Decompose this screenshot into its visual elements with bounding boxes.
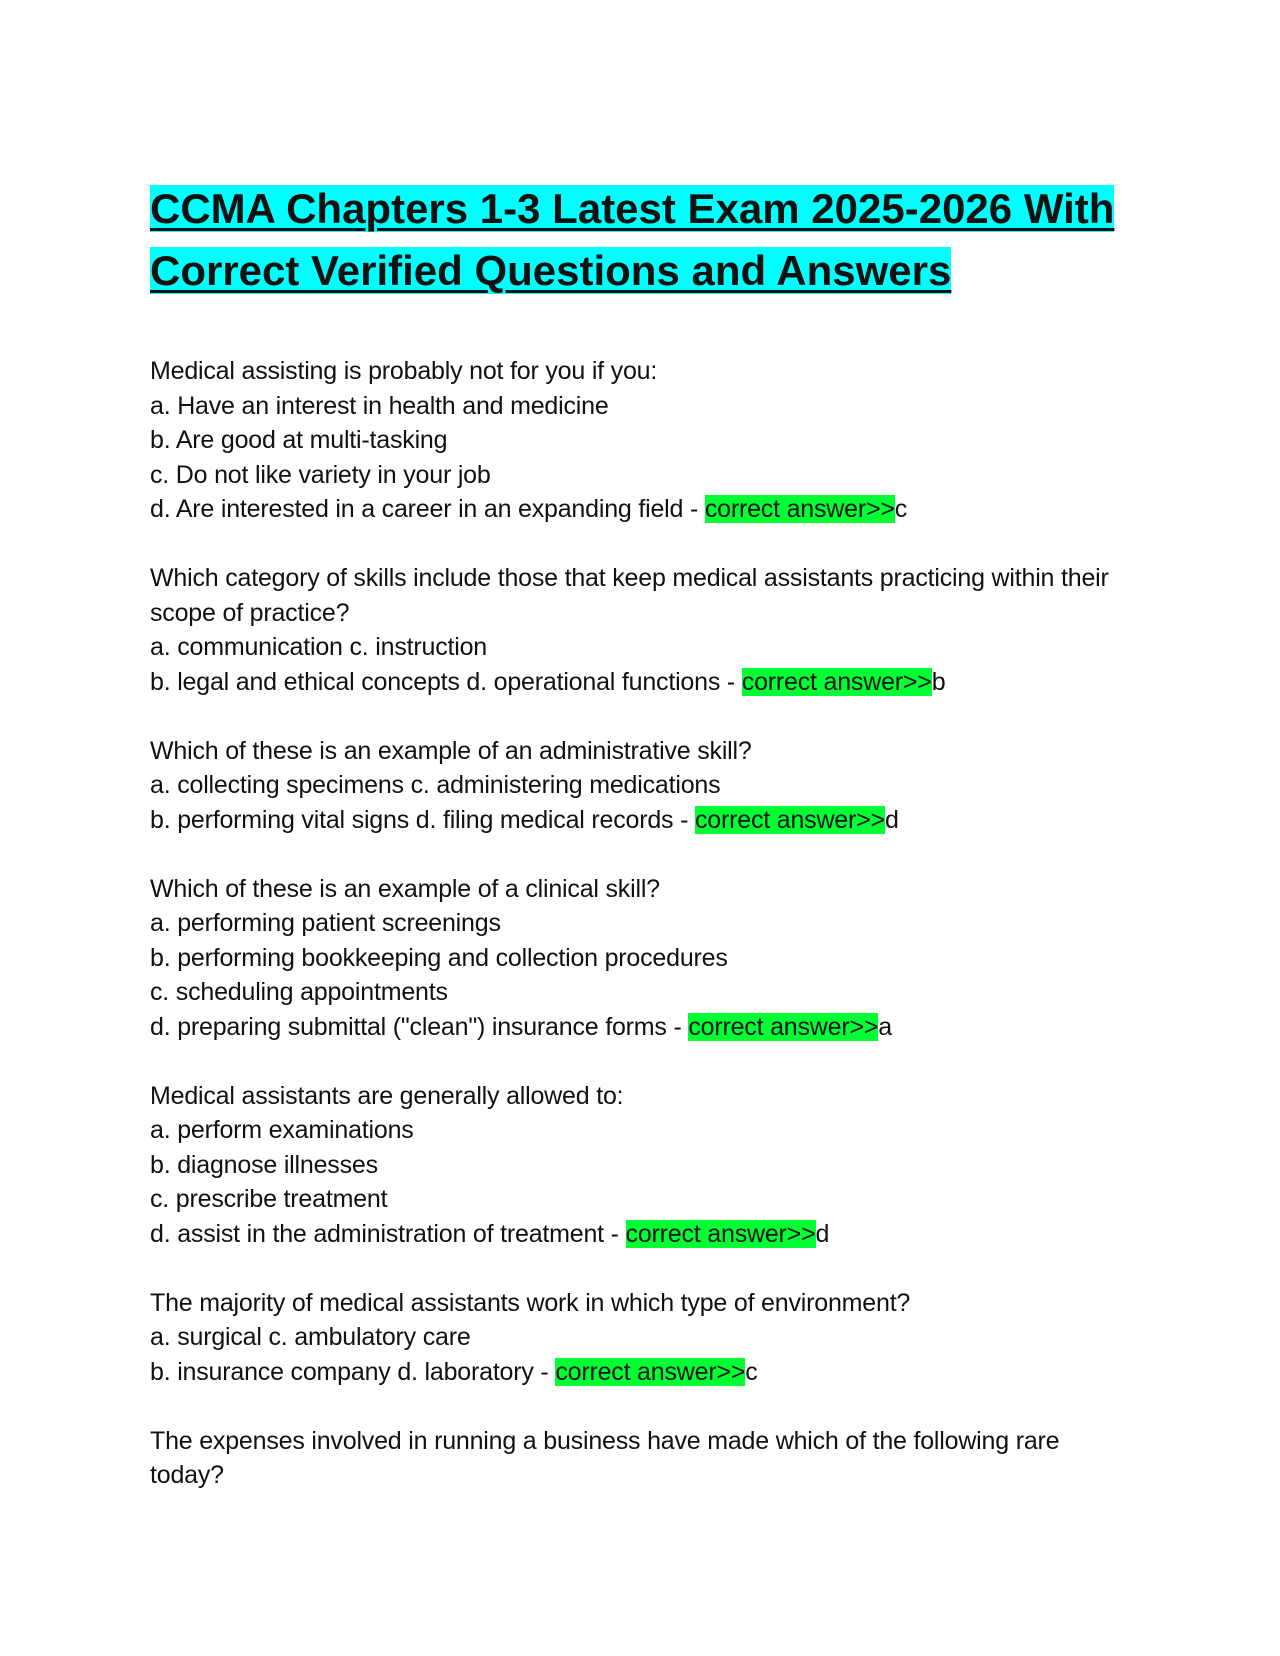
answer-option-text: d. preparing submittal ("clean") insurance forms - xyxy=(150,1012,689,1041)
answer-option-text: b. performing vital signs d. filing medical records - xyxy=(150,805,695,834)
answer-option: b. performing bookkeeping and collection procedures xyxy=(150,943,728,972)
answer-option: c. Do not like variety in your job xyxy=(150,460,491,489)
answer-option-text: b. insurance company d. laboratory - xyxy=(150,1357,556,1386)
correct-answer-letter: b xyxy=(931,667,946,696)
answer-option: b. diagnose illnesses xyxy=(150,1150,378,1179)
question-prompt: The majority of medical assistants work in which type of environment? xyxy=(150,1288,911,1317)
answer-option-with-key xyxy=(150,665,1130,700)
answer-option-with-key xyxy=(150,1010,1130,1045)
answer-option: b. Are good at multi-tasking xyxy=(150,426,448,454)
correct-answer-label: correct answer>> xyxy=(741,667,932,696)
answer-option: a. Have an interest in health and medicine xyxy=(150,391,609,420)
question-block xyxy=(150,872,1130,1045)
answer-option-with-key xyxy=(150,492,1130,527)
correct-answer-label: correct answer>> xyxy=(688,1012,879,1041)
question-prompt: Medical assisting is probably not for you if you: xyxy=(150,357,658,385)
correct-answer-letter: a xyxy=(878,1012,892,1041)
correct-answer-letter: c xyxy=(745,1357,758,1386)
correct-answer-letter: d xyxy=(884,805,899,834)
answer-option-text: d. assist in the administration of treatment - xyxy=(150,1219,626,1248)
question-prompt: Which of these is an example of a clinical skill? xyxy=(150,874,660,903)
document-title-text: CCMA Chapters 1-3 Latest Exam 2025-2026 With Correct Verified Questions and Answers xyxy=(150,185,1115,294)
answer-option: c. scheduling appointments xyxy=(150,978,448,1006)
answer-option-with-key xyxy=(150,803,1130,838)
answer-option-with-key xyxy=(150,1217,1130,1252)
answer-option-text: b. legal and ethical concepts d. operational functions - xyxy=(150,667,742,696)
correct-answer-label: correct answer>> xyxy=(625,1219,816,1248)
question-block xyxy=(150,734,1130,838)
answer-option-with-key xyxy=(150,1355,1130,1390)
answer-option-text: d. Are interested in a career in an expanding field - xyxy=(150,495,705,523)
question-block xyxy=(150,1424,1130,1493)
question-prompt: The expenses involved in running a business have made which of the following rare today? xyxy=(150,1426,1060,1489)
question-block xyxy=(150,1079,1130,1252)
question-block xyxy=(150,1286,1130,1390)
correct-answer-label: correct answer>> xyxy=(555,1357,746,1386)
correct-answer-label: correct answer>> xyxy=(694,805,885,834)
answer-option: a. perform examinations xyxy=(150,1116,414,1144)
answer-option: a. performing patient screenings xyxy=(150,909,501,937)
answer-option: c. prescribe treatment xyxy=(150,1185,388,1213)
question-prompt: Medical assistants are generally allowed to: xyxy=(150,1081,624,1110)
correct-answer-label: correct answer>> xyxy=(704,495,895,523)
question-block xyxy=(150,354,1130,527)
question-list xyxy=(150,354,1130,1493)
answer-option: a. communication c. instruction xyxy=(150,633,488,661)
correct-answer-letter: d xyxy=(815,1219,830,1248)
question-prompt: Which category of skills include those that keep medical assistants practicing within their scope of practice? xyxy=(150,564,1109,627)
correct-answer-letter: c xyxy=(894,495,908,523)
question-prompt: Which of these is an example of an administrative skill? xyxy=(150,736,752,765)
question-block xyxy=(150,561,1130,699)
document-title xyxy=(150,178,1135,302)
answer-option: a. collecting specimens c. administering medications xyxy=(150,771,721,799)
answer-option: a. surgical c. ambulatory care xyxy=(150,1323,471,1351)
